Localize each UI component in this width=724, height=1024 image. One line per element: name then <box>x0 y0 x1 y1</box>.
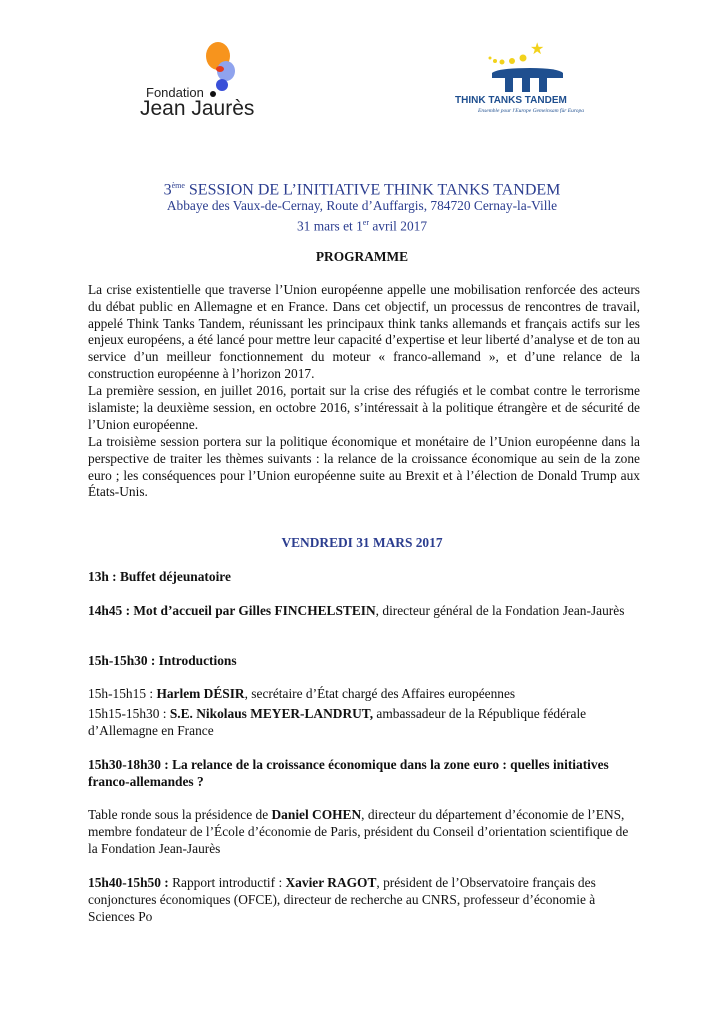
day-heading: VENDREDI 31 MARS 2017 <box>281 535 443 550</box>
agenda-item-chair <box>88 807 640 857</box>
title-sup: ème <box>171 181 185 190</box>
date-b: avril 2017 <box>369 218 428 234</box>
item-text: Rapport introductif : <box>168 875 286 890</box>
intro-paragraph-3: La troisième session portera sur la politique économique et monétaire de l’Union européenne dans la perspective de traiter les thèmes suivants : la relance de la croissance économique au sein de la zone euro ; les conséquences pour l’Union européenne suite au Brexit et à l’élection de Donald Trump aux États-Unis. <box>88 434 640 500</box>
svg-text:★: ★ <box>530 41 545 58</box>
item-text: , directeur général de la Fondation Jean-Jaurès <box>375 603 625 618</box>
agenda-item-meyer-landrut <box>88 706 640 740</box>
fondation-jean-jaures-logo <box>140 38 270 123</box>
item-text-2: , président de l’Observatoire français des conjonctures économiques (OFCE), directeur de recherche au CNRS, professeur d’économie à Sciences Po <box>88 875 596 924</box>
think-tanks-tandem-logo <box>450 40 585 120</box>
title-text: SESSION DE L’INITIATIVE THINK TANKS TANDEM <box>184 181 561 199</box>
programme-heading: PROGRAMME <box>315 249 409 264</box>
item-speaker: S.E. Nikolaus MEYER-LANDRUT, <box>169 706 374 721</box>
item-time: 15h-15h15 : <box>88 686 157 701</box>
item-text-2: , directeur du département d’économie de l’ENS, membre fondateur de l’École d’économie de Paris, président du Conseil d’orientation scientifique de la Fondation Jean-Jaurès <box>88 807 629 856</box>
tandem-pillars-icon <box>450 40 585 92</box>
agenda-item-desir <box>88 686 640 703</box>
agenda-item-introductions: 15h-15h30 : Introductions <box>88 653 237 668</box>
address: Abbaye des Vaux-de-Cernay, Route d’Auffargis, 784720 Cernay-la-Ville <box>166 198 558 213</box>
logo-line1: Fondation <box>146 85 204 100</box>
date <box>60 215 664 235</box>
item-speaker: Daniel COHEN <box>271 807 362 822</box>
agenda-item-ragot <box>88 875 640 925</box>
item-text: Table ronde sous la présidence de <box>88 807 272 822</box>
item-text: ambassadeur de la République fédérale d’Allemagne en France <box>88 706 587 738</box>
tandem-tagline: Ensemble pour l'Europe Gemeinsam für Europa <box>478 108 585 114</box>
agenda-item-round-table: 15h30-18h30 : La relance de la croissance économique dans la zone euro : quelles initiatives franco-allemandes ? <box>88 757 609 789</box>
item-title: 14h45 : Mot d’accueil par Gilles FINCHELSTEIN <box>88 603 376 618</box>
item-speaker: Harlem DÉSIR <box>156 686 245 701</box>
intro-paragraph-1: La crise existentielle que traverse l’Union européenne appelle une mobilisation renforcée des acteurs du débat public en Allemagne et en France. Dans cet objectif, un processus de rencontres de travail, appelé Think Tanks Tandem, réunissant les principaux think tanks allemands et français actifs sur les enjeux européens, a été lancé pour mettre leur capacité d’expertise et leur liberté d’analyse et de ton au service d’un meilleur fonctionnement du moteur « franco-allemand », et d’une relance de la construction européenne à l’horizon 2017. <box>88 282 640 381</box>
tandem-name: THINK TANKS TANDEM <box>455 95 567 106</box>
page-title <box>60 178 664 199</box>
agenda-item-welcome <box>88 603 640 620</box>
item-time: 15h40-15h50 : <box>88 875 169 890</box>
date-a: 31 mars et 1 <box>296 218 363 234</box>
title-num: 3 <box>163 181 172 199</box>
date-sup: er <box>362 218 370 227</box>
item-time: 15h15-15h30 : <box>88 706 170 721</box>
intro-paragraph-2: La première session, en juillet 2016, portait sur la crise des réfugiés et le combat contre le terrorisme islamiste; la deuxième session, en octobre 2016, s’intéressait à la politique étrangère et de sécurité de l’Union européenne. <box>88 383 640 432</box>
agenda-item-lunch: 13h : Buffet déjeunatoire <box>88 569 231 584</box>
item-speaker: Xavier RAGOT <box>285 875 377 890</box>
item-text: , secrétaire d’État chargé des Affaires européennes <box>244 686 516 701</box>
logo-line2: Jean Jaurès <box>140 97 255 120</box>
